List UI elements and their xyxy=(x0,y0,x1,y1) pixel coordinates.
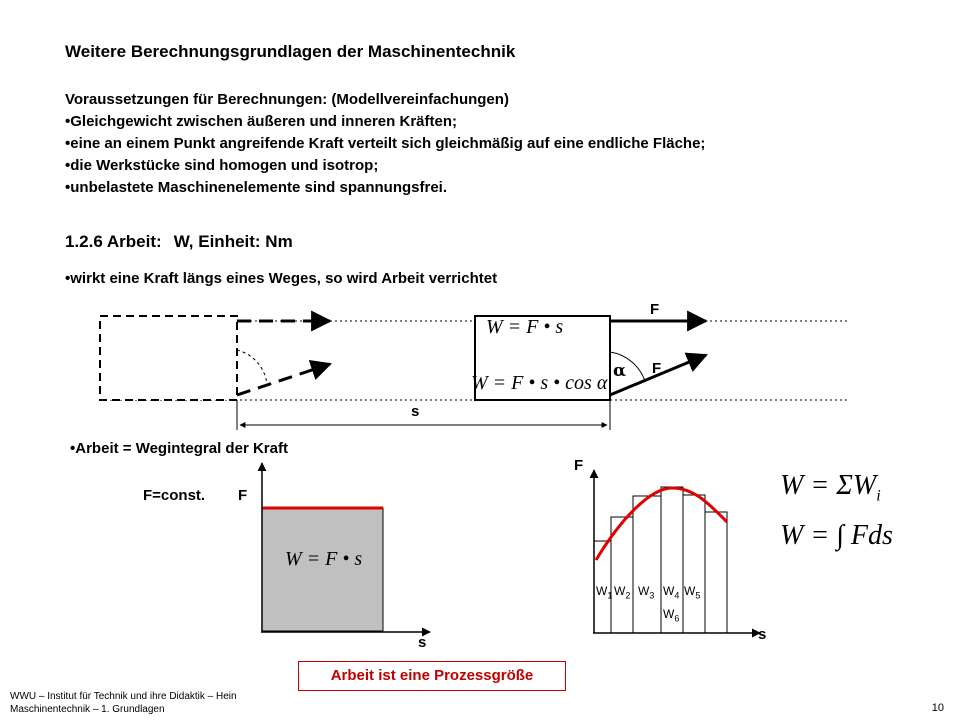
f-axis-label: F xyxy=(574,457,584,474)
dashed-angle-arc xyxy=(237,350,267,384)
strip-w3 xyxy=(633,496,661,633)
w-index: 2 xyxy=(625,590,631,601)
w-index: 1 xyxy=(607,590,613,601)
page-title: Weitere Berechnungsgrundlagen der Maschinentechnik xyxy=(65,42,516,61)
f-axis-label: F xyxy=(238,487,248,504)
strip-w6 xyxy=(705,512,727,633)
w-letter: W xyxy=(638,584,650,598)
prerequisites-heading: Voraussetzungen für Berechnungen: (Modellvereinfachungen) xyxy=(65,91,509,108)
strip-label-w2 xyxy=(614,584,630,600)
conclusion-box: Arbeit ist eine Prozessgröße xyxy=(298,661,566,691)
formula-sum-text: W = ΣW xyxy=(780,470,877,501)
strip-label-w6 xyxy=(663,607,679,623)
prerequisite-item: •eine an einem Punkt angreifende Kraft verteilt sich gleichmäßig auf eine endliche Fläche; xyxy=(65,135,706,152)
alpha-label: α xyxy=(613,361,627,381)
force-label: F xyxy=(650,301,660,318)
strip-label-w4 xyxy=(663,584,679,600)
w-letter: W xyxy=(614,584,626,598)
formula-integral: W = ∫ Fds xyxy=(780,520,893,551)
footer-line: WWU – Institut für Technik und ihre Didaktik – Hein xyxy=(10,691,237,702)
footer xyxy=(10,690,237,716)
formula-sum xyxy=(780,470,881,506)
force-label: F xyxy=(652,360,662,377)
s-axis-label: s xyxy=(758,626,767,643)
prerequisite-item: •Gleichgewicht zwischen äußeren und inneren Kräften; xyxy=(65,113,457,130)
formula-sum-index: i xyxy=(876,487,881,505)
bullet-dot-icon: • xyxy=(70,440,76,457)
bullet-dot-icon: • xyxy=(65,270,71,287)
s-axis-label: s xyxy=(418,634,427,651)
page-number: 10 xyxy=(931,702,944,714)
strip-w5 xyxy=(683,495,705,633)
w-index: 6 xyxy=(674,613,680,624)
start-position-block xyxy=(100,316,237,400)
w-index: 4 xyxy=(674,590,680,601)
dashed-force-arrow-inclined xyxy=(237,364,330,395)
formula-work-angle: W = F • s • cos α xyxy=(471,372,608,394)
w-letter: W xyxy=(684,584,696,598)
strip-label-w3 xyxy=(638,584,654,600)
formula-area: W = F • s xyxy=(285,548,363,570)
w-letter: W xyxy=(663,607,675,621)
w-index: 3 xyxy=(649,590,655,601)
prerequisite-item: •die Werkstücke sind homogen und isotrop; xyxy=(65,157,379,174)
section-number: 1.2.6 Arbeit: xyxy=(65,232,162,251)
footer-line: Maschinentechnik – 1. Grundlagen xyxy=(10,704,165,715)
displacement-label: s xyxy=(411,403,420,420)
w-letter: W xyxy=(663,584,675,598)
bullet-integral xyxy=(70,440,288,457)
strip-label-w1 xyxy=(596,584,612,600)
bullet-work-text: wirkt eine Kraft längs eines Weges, so wird Arbeit verrichtet xyxy=(70,270,498,287)
w-letter: W xyxy=(596,584,608,598)
prerequisite-item: •unbelastete Maschinenelemente sind spannungsfrei. xyxy=(65,179,448,196)
bullet-integral-text: Arbeit = Wegintegral der Kraft xyxy=(75,440,288,457)
strip-label-w5 xyxy=(684,584,700,600)
w-index: 5 xyxy=(695,590,701,601)
formula-work: W = F • s xyxy=(486,316,564,338)
section-symbol: W, Einheit: Nm xyxy=(173,232,293,251)
fconst-label: F=const. xyxy=(143,487,206,504)
